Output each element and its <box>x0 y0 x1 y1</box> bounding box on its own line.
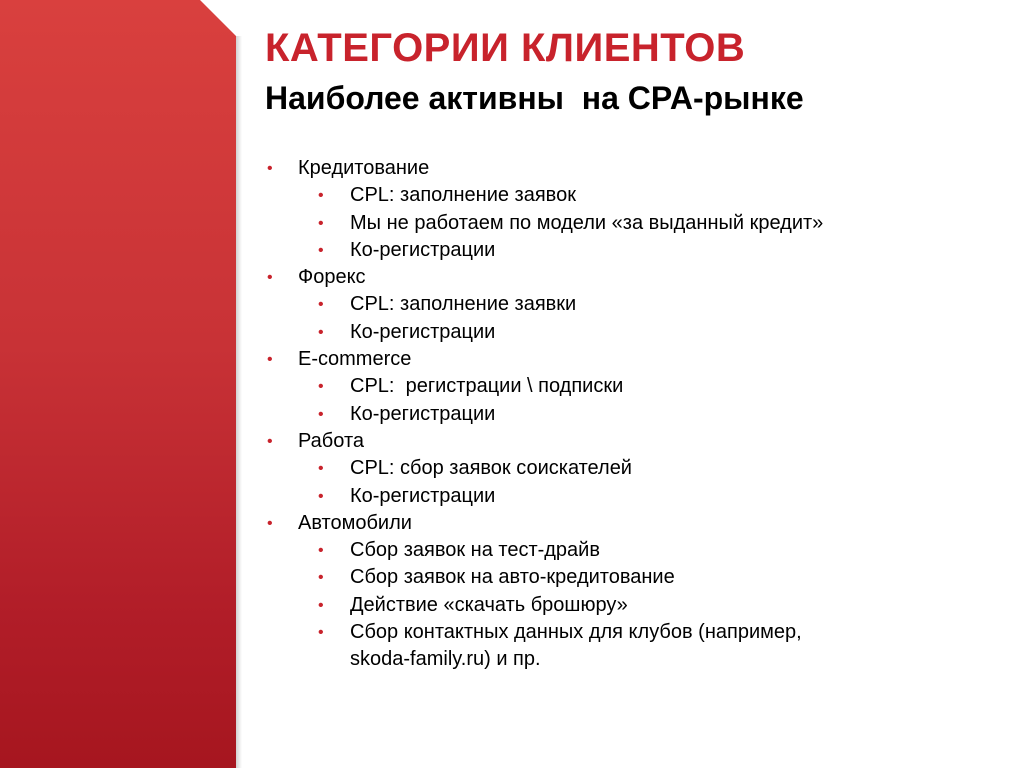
side-band-shadow <box>236 36 242 768</box>
sub-item <box>265 182 965 209</box>
category-label: Автомобили <box>298 511 412 534</box>
sub-item-continuation <box>265 646 965 673</box>
bullet-icon: • <box>318 187 324 205</box>
category-item <box>265 264 965 291</box>
bullet-icon: • <box>318 241 324 259</box>
bullet-icon: • <box>318 487 324 505</box>
category-label: Кредитование <box>298 157 430 179</box>
sub-item-label: Ко-регистрации <box>350 402 496 425</box>
bullet-icon: • <box>267 514 273 532</box>
slide-title: КАТЕГОРИИ КЛИЕНТОВ <box>265 26 746 70</box>
sub-item <box>265 237 965 264</box>
sub-item-label: Ко-регистрации <box>350 320 496 343</box>
sub-item <box>265 210 965 237</box>
bullet-icon: • <box>267 160 273 177</box>
sub-item-label: Действие «скачать брошюру» <box>350 593 628 616</box>
bullet-icon: • <box>318 596 324 614</box>
category-item <box>265 346 965 373</box>
bullet-icon: • <box>318 460 324 478</box>
slide-subtitle: Наиболее активны на CPA-рынке <box>265 80 804 116</box>
sub-item-label: Мы не работаем по модели «за выданный кредит» <box>350 211 824 234</box>
sub-item-label: Сбор контактных данных для клубов (например, <box>350 621 802 644</box>
bullet-icon: • <box>318 296 324 314</box>
sub-item-label: Ко-регистрации <box>350 484 496 507</box>
sub-item <box>265 564 965 591</box>
sub-item-label: skoda-family.ru) и пр. <box>350 648 541 671</box>
bullet-list <box>265 155 965 674</box>
sub-item <box>265 592 965 619</box>
bullet-icon: • <box>267 432 273 450</box>
sub-item <box>265 619 965 646</box>
category-item <box>265 155 965 182</box>
bullet-icon: • <box>318 624 324 642</box>
category-item <box>265 428 965 455</box>
category-label: E-commerce <box>298 348 412 371</box>
sub-item-label: CPL: сбор заявок соискателей <box>350 457 632 480</box>
sub-item-label: CPL: заполнение заявок <box>350 184 576 207</box>
bullet-icon: • <box>267 269 273 287</box>
sub-item <box>265 401 965 428</box>
bullet-icon: • <box>318 214 324 232</box>
sub-item <box>265 483 965 510</box>
sub-item-label: CPL: заполнение заявки <box>350 293 577 316</box>
sub-item <box>265 291 965 318</box>
red-side-band <box>0 0 236 768</box>
bullet-icon: • <box>267 351 273 369</box>
sub-item <box>265 455 965 482</box>
sub-item-label: Ко-регистрации <box>350 238 496 261</box>
category-item <box>265 510 965 537</box>
sub-item-label: Сбор заявок на авто-кредитование <box>350 566 675 589</box>
bullet-icon: • <box>318 542 324 560</box>
sub-item <box>265 537 965 564</box>
sub-item-label: Сбор заявок на тест-драйв <box>350 539 600 562</box>
sub-item <box>265 373 965 400</box>
bullet-icon: • <box>318 378 324 396</box>
category-label: Форекс <box>298 266 366 289</box>
sub-item <box>265 319 965 346</box>
category-label: Работа <box>298 429 364 452</box>
bullet-icon: • <box>318 569 324 587</box>
bullet-icon: • <box>318 323 324 341</box>
sub-item-label: CPL: регистрации \ подписки <box>350 375 624 398</box>
bullet-icon: • <box>318 405 324 423</box>
